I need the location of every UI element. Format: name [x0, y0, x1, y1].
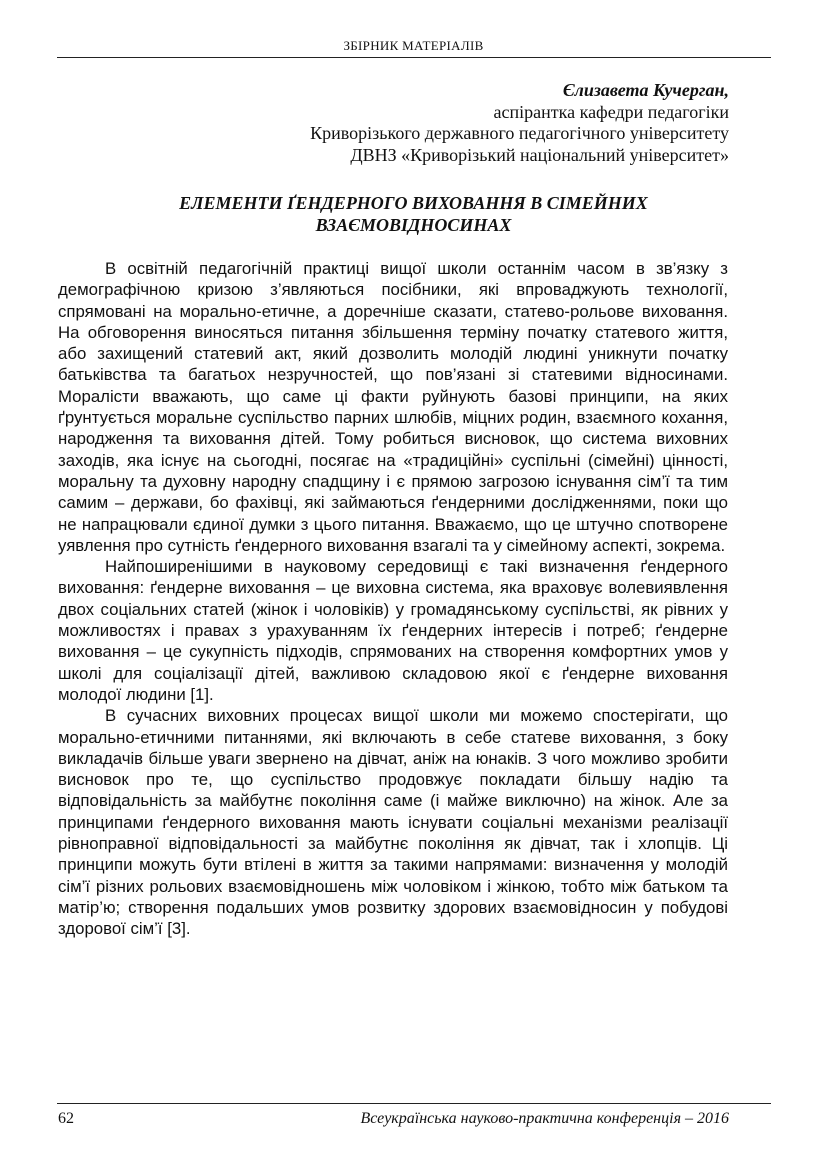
author-position: аспірантка кафедри педагогіки: [493, 101, 729, 122]
body-paragraph-2: Найпоширенішими в науковому середовищі є такі визначення ґендерного виховання: ґендерне виховання – це виховна система, яка враховує волевиявлення двох соціальних статей (жінок і чоловіків) у громадянському суспільстві, як рівних у можливостях і правах з урахуванням їх ґендерних інтересів і потреб; ґендерне виховання – це сукупність підходів, спрямованих на створення комфортних умов у школі для соціалізації дітей, важливою складовою якої є ґендерне виховання молодої людини [1].: [58, 557, 728, 704]
author-name: Єлизавета Кучерган,: [562, 80, 729, 100]
author-institution: ДВНЗ «Криворізький національний університет»: [350, 144, 729, 165]
article-title: [100, 192, 727, 236]
author-university: Криворізького державного педагогічного університету: [310, 123, 729, 143]
body-paragraph-1: В освітній педагогічній практиці вищої школи останнім часом в зв’язку з демографічною кризою з’являються посібники, які впроваджують технології, спрямовані на морально-етичне, а доречніше сказати, статево-рольове виховання. На обговорення виносяться питання збільшення терміну початку статевого життя, або захищений статевий акт, який дозволить молодій людині уникнути початку батьківства та багатьох незручностей, що пов’язані зі статевими відносинами. Моралісти вважають, що саме ці факти руйнують базові принципи, на яких ґрунтується моральне суспільство парних шлюбів, міцних родин, взаємного кохання, народження та виховання дітей. Тому робиться висновок, що система виховних заходів, яка існує на сьогодні, посягає на «традиційні» суспільні (сімейні) цінності, моральну та духовну народну спадщину і є прямою загрозою існування сім’ї та тим самим – держави, бо фахівці, які займаються ґендерними дослідженнями, поки що не напрацювали єдиної думки з цього питання. Вважаємо, що це штучно спотворене уявлення про сутність ґендерного виховання взагалі та у сімейному аспекті, зокрема.: [58, 259, 728, 555]
article-title-line-1: ЕЛЕМЕНТИ ҐЕНДЕРНОГО ВИХОВАННЯ В СІМЕЙНИХ: [179, 193, 648, 213]
footer-divider: [57, 1103, 771, 1104]
article-body: [58, 258, 728, 940]
body-paragraph-3: В сучасних виховних процесах вищої школи ми можемо спостерігати, що морально-етичними питаннями, які включають в себе статеве виховання, з боку викладачів більше уваги звернено на дівчат, аніж на юнаків. З чого можливо зробити висновок про те, що суспільство продовжує покладати більшу надію та відповідальність за майбутнє покоління саме (і майже виключно) на жінок. Але за принципами ґендерного виховання мають існувати соціальні механізми реалізації рівноправної відповідальності за майбутнє покоління як дівчат, так і хлопців. Ці принципи можуть бути втілені в життя за такими напрямами: визначення у молодій сім’ї різних рольових взаємовідношень між чоловіком і жінкою, тобто між батьком та матір’ю; створення подальших умов розвитку здорових взаємовідносин у побудові здорової сім’ї [3].: [58, 706, 728, 939]
article-title-line-2: ВЗАЄМОВІДНОСИНАХ: [315, 215, 512, 235]
author-block: [310, 80, 729, 166]
header-divider: [57, 57, 771, 58]
page-number: 62: [58, 1110, 74, 1127]
footer-conference-title: Всеукраїнська науково-практична конференція – 2016: [360, 1110, 729, 1127]
running-header: ЗБІРНИК МАТЕРІАЛІВ: [343, 38, 484, 53]
